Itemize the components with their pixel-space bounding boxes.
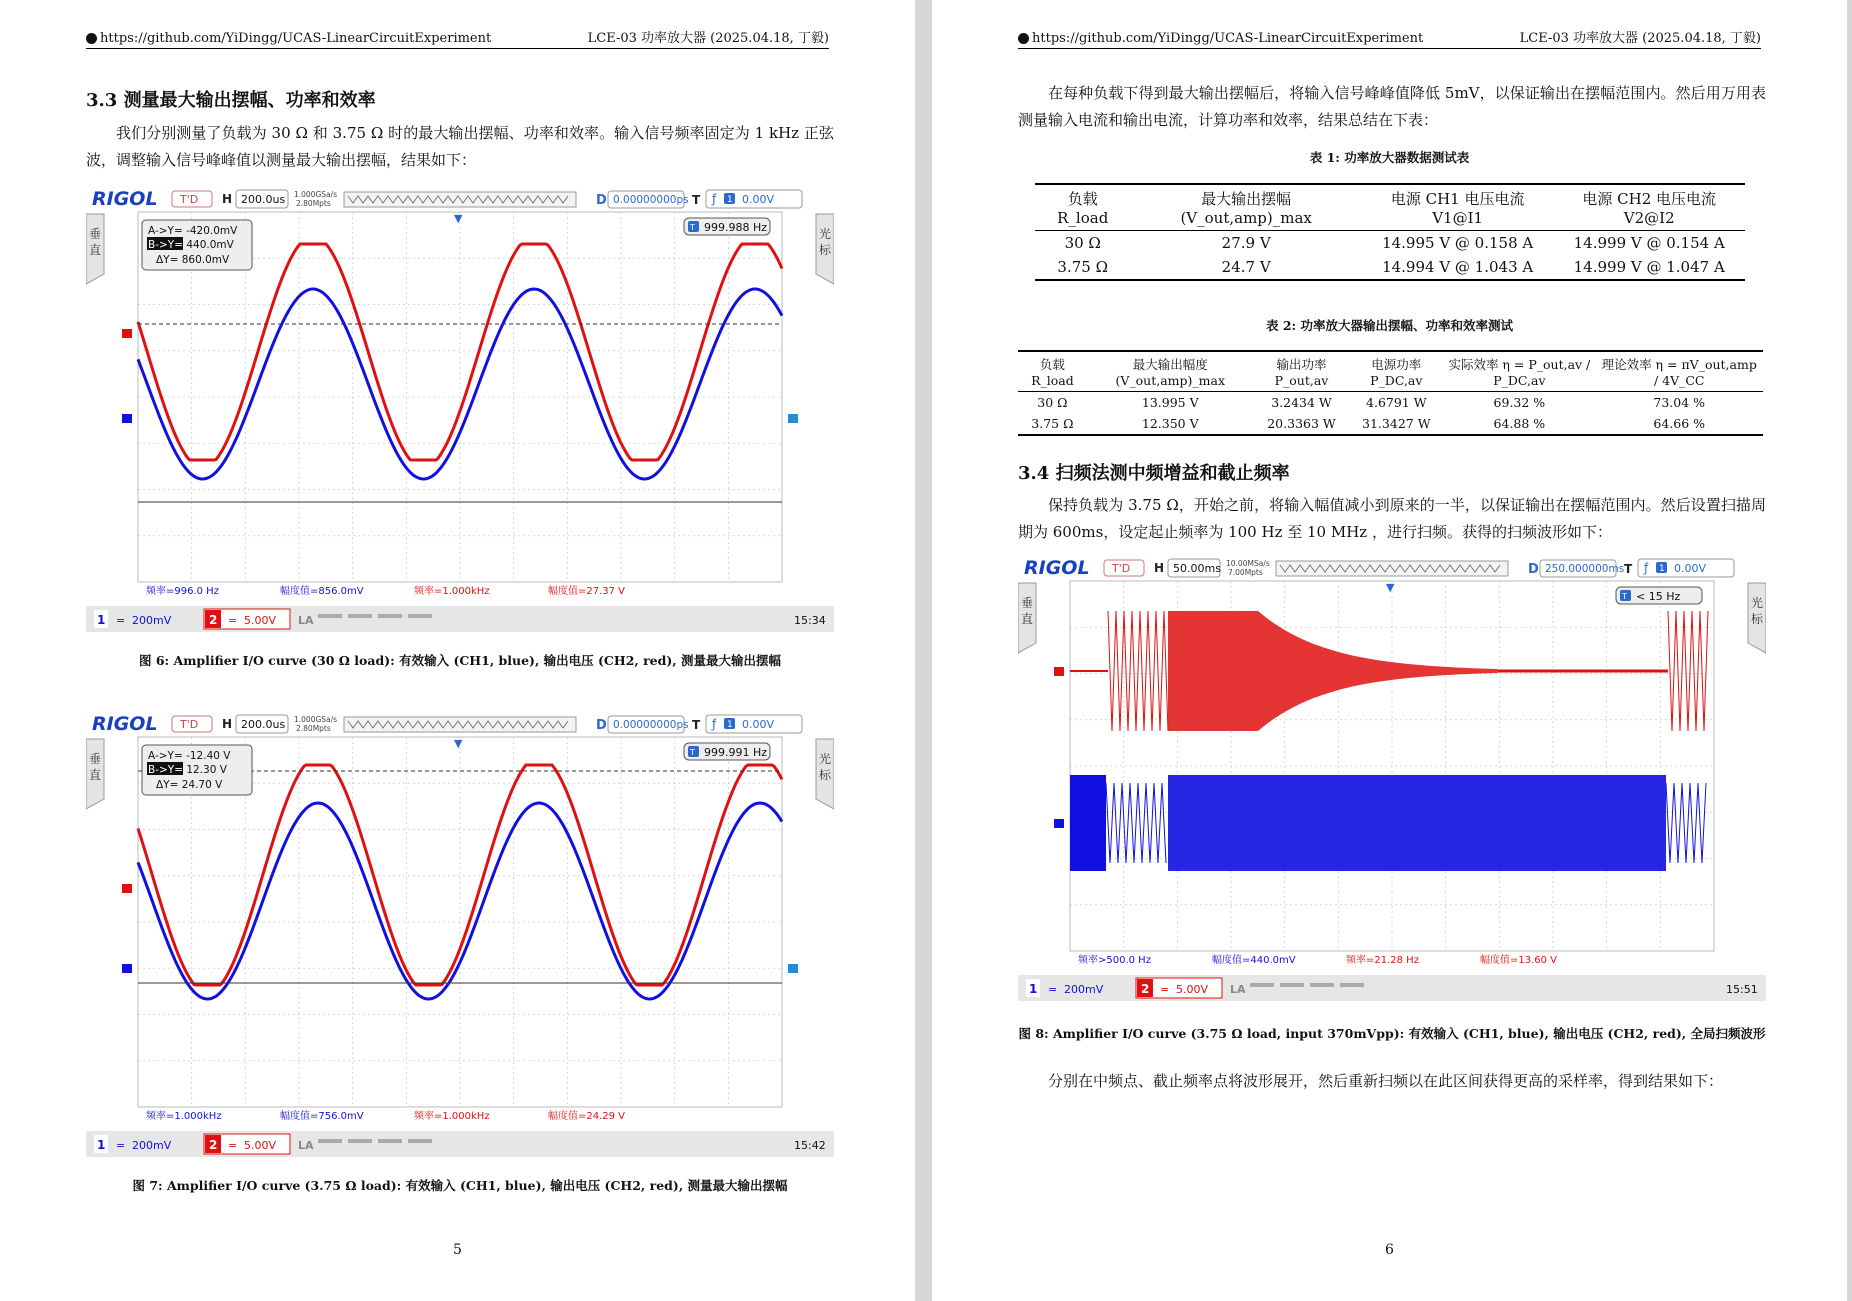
doc-title: LCE-03 功率放大器 (2025.04.18, 丁毅) — [587, 31, 829, 46]
page-header — [86, 26, 829, 49]
measurement-ch1-freq: 频率=1.000kHz — [146, 1111, 222, 1122]
memory-depth: 2.80Mpts — [296, 199, 331, 208]
ch1-input-band-left — [1070, 775, 1106, 871]
table-cell: 20.3363 W — [1254, 413, 1350, 435]
svg-text:A->Y= -420.0mV: A->Y= -420.0mV — [148, 225, 238, 237]
figure-8-scope — [1018, 553, 1766, 1005]
svg-text:T: T — [690, 223, 695, 232]
svg-text:2: 2 — [209, 1138, 218, 1152]
table-header-cell: 负载 R_load — [1035, 184, 1130, 231]
svg-text:A->Y= -12.40 V: A->Y= -12.40 V — [148, 750, 231, 762]
table-row — [1035, 255, 1745, 280]
page-left — [0, 0, 915, 1301]
ch2-scale[interactable]: 5.00V — [244, 1139, 277, 1152]
table-cell: 30 Ω — [1037, 395, 1068, 410]
table-cell: 30 Ω — [1064, 234, 1101, 252]
table-header-cell: 电源 CH2 电压电流 V2@I2 — [1553, 184, 1745, 231]
logic-analyzer-label[interactable]: LA — [1230, 983, 1246, 996]
svg-text:1: 1 — [1029, 982, 1038, 996]
cursor-tab[interactable]: 光 — [819, 752, 832, 766]
table-cell: 14.999 V @ 0.154 A — [1573, 234, 1725, 252]
figure-6-scope — [86, 184, 834, 636]
table-cell: 64.66 % — [1595, 413, 1763, 435]
trigger-edge-icon: ƒ — [712, 192, 717, 206]
figure-7-caption: 图 7: Amplifier I/O curve (3.75 Ω load): 有效输入 (CH1, blue), 输出电压 (CH2, red), 测量最大输出摆幅 — [132, 1178, 788, 1193]
trigger-mode[interactable]: T'D — [180, 718, 199, 731]
page-header — [1018, 26, 1761, 49]
logic-analyzer-label[interactable]: LA — [298, 614, 314, 627]
trigger-level[interactable]: 0.00V — [742, 193, 775, 206]
svg-text:标: 标 — [1751, 612, 1764, 626]
svg-text:直: 直 — [89, 768, 102, 782]
svg-text:=: = — [1160, 983, 1170, 996]
svg-text:< 15 Hz: < 15 Hz — [1636, 590, 1681, 603]
table-header-cell: 最大输出幅度 (V_out,amp)_max — [1087, 351, 1254, 392]
timebase[interactable]: 200.0us — [241, 193, 286, 206]
ch1-input-band — [1168, 775, 1666, 871]
trigger-edge-icon: ƒ — [1644, 561, 1649, 575]
table-2-caption: 表 2: 功率放大器输出摆幅、功率和效率测试 — [1265, 318, 1514, 333]
table-cell: 3.75 Ω — [1018, 413, 1087, 435]
table-header-cell: 电源功率 P_DC,av — [1349, 351, 1443, 392]
svg-text:1: 1 — [97, 1138, 106, 1152]
table-cell: 3.2434 W — [1271, 395, 1332, 410]
table-cell: 64.88 % — [1443, 413, 1595, 435]
svg-text:=: = — [228, 614, 238, 627]
measurement-ch2-freq: 频率=1.000kHz — [414, 1111, 490, 1122]
table-cell: 13.995 V — [1141, 395, 1199, 410]
github-icon — [1018, 33, 1029, 44]
sample-rate: 1.000GSa/s — [294, 190, 338, 199]
svg-text:标: 标 — [819, 243, 832, 257]
table-row — [1018, 392, 1763, 414]
table-header-cell: 输出功率 P_out,av — [1254, 351, 1350, 392]
clock: 15:51 — [1726, 983, 1758, 996]
measurement-ch1-amp: 幅度值=440.0mV — [1212, 955, 1296, 966]
ch2-scale[interactable]: 5.00V — [1176, 983, 1209, 996]
svg-text:H: H — [222, 192, 233, 206]
table-header-cell: 电源 CH1 电压电流 V1@I1 — [1362, 184, 1554, 231]
vertical-tab[interactable]: 垂 — [89, 752, 102, 766]
oscilloscope-screen — [1018, 553, 1766, 1005]
intro-paragraph: 我们分别测量了负载为 30 Ω 和 3.75 Ω 时的最大输出摆幅、功率和效率。输入信号频率固定为 1 kHz 正弦波，调整输入信号峰峰值以测量最大输出摆幅，结果如下： — [86, 124, 834, 169]
vertical-tab[interactable]: 垂 — [1021, 596, 1034, 610]
table-cell: 14.995 V @ 0.158 A — [1382, 234, 1534, 252]
measurement-ch2-freq: 频率=1.000kHz — [414, 586, 490, 597]
table-cell: 31.3427 W — [1349, 413, 1443, 435]
svg-text:1: 1 — [727, 195, 733, 205]
vertical-tab[interactable]: 垂 — [89, 227, 102, 241]
svg-text:ΔY= 860.0mV: ΔY= 860.0mV — [156, 254, 230, 266]
svg-text:T: T — [690, 748, 695, 757]
oscilloscope-screen — [86, 184, 834, 636]
figure-6-caption: 图 6: Amplifier I/O curve (30 Ω load): 有效输入 (CH1, blue), 输出电压 (CH2, red), 测量最大输出摆幅 — [138, 653, 781, 668]
measurement-ch2-freq: 频率=21.28 Hz — [1346, 955, 1419, 966]
svg-text:T: T — [692, 193, 701, 207]
svg-text:标: 标 — [819, 768, 832, 782]
figure-7-scope — [86, 709, 834, 1161]
svg-text:=: = — [116, 614, 126, 627]
table-cell: 12.350 V — [1087, 413, 1254, 435]
measurement-ch1-freq: 频率>500.0 Hz — [1078, 955, 1151, 966]
doc-title: LCE-03 功率放大器 (2025.04.18, 丁毅) — [1519, 31, 1761, 46]
trigger-position-marker: ▼ — [454, 212, 463, 225]
svg-text:D: D — [596, 193, 607, 208]
delay-readout[interactable]: 250.000000ms — [1545, 563, 1625, 575]
table-cell: 73.04 % — [1653, 395, 1706, 410]
results-paragraph: 在每种负载下得到最大输出摆幅后，将输入信号峰峰值降低 5mV，以保证输出在摆幅范围内。然后用万用表测量输入电流和输出电流，计算功率和效率，结果总结在下表： — [1018, 84, 1766, 129]
table-row — [1035, 231, 1745, 256]
trigger-mode[interactable]: T'D — [1112, 562, 1131, 575]
svg-text:T: T — [692, 718, 701, 732]
ch1-scale[interactable]: 200mV — [132, 614, 172, 627]
sample-rate: 1.000GSa/s — [294, 715, 338, 724]
svg-text:999.988 Hz: 999.988 Hz — [704, 221, 768, 234]
ch1-scale[interactable]: 200mV — [132, 1139, 172, 1152]
table-header-cell: 理论效率 η = πV_out,amp / 4V_CC — [1595, 351, 1763, 392]
svg-text:B->Y= 12.30 V: B->Y= 12.30 V — [148, 764, 227, 776]
clock: 15:42 — [794, 1139, 826, 1152]
cursor-tab[interactable]: 光 — [819, 227, 832, 241]
memory-depth: 2.80Mpts — [296, 724, 331, 733]
memory-depth: 7.00Mpts — [1228, 568, 1263, 577]
svg-text:H: H — [1154, 561, 1165, 575]
table-1 — [1035, 183, 1745, 281]
rigol-logo: RIGOL — [92, 188, 158, 210]
table-cell: 3.75 Ω — [1035, 255, 1130, 280]
ch2-scale[interactable]: 5.00V — [244, 614, 277, 627]
table-header-cell: 实际效率 η = P_out,av / P_DC,av — [1443, 351, 1595, 392]
trigger-position-marker: ▼ — [454, 737, 463, 750]
table-cell: 24.7 V — [1130, 255, 1361, 280]
table-cell: 69.32 % — [1493, 395, 1546, 410]
table-header-cell: 最大输出摆幅 (V_out,amp)_max — [1130, 184, 1361, 231]
trigger-position-marker: ▼ — [1386, 581, 1395, 594]
svg-text:=: = — [228, 1139, 238, 1152]
delay-readout[interactable]: 0.00000000ps — [613, 719, 689, 731]
measurement-ch2-amp: 幅度值=27.37 V — [548, 586, 626, 597]
table-1-caption: 表 1: 功率放大器数据测试表 — [1309, 150, 1470, 165]
section-3-4-title: 3.4 扫频法测中频增益和截止频率 — [1018, 463, 1290, 484]
measurement-ch1-amp: 幅度值=756.0mV — [280, 1111, 364, 1122]
trigger-edge-icon: ƒ — [712, 717, 717, 731]
measurement-ch1-amp: 幅度值=856.0mV — [280, 586, 364, 597]
svg-text:T: T — [1624, 562, 1633, 576]
table-header-cell: 负载 R_load — [1018, 351, 1087, 392]
section-3-3-title: 3.3 测量最大输出摆幅、功率和效率 — [86, 90, 376, 111]
logic-analyzer-label[interactable]: LA — [298, 1139, 314, 1152]
trigger-mode[interactable]: T'D — [180, 193, 199, 206]
trigger-level[interactable]: 0.00V — [742, 718, 775, 731]
github-icon — [86, 33, 97, 44]
svg-text:999.991 Hz: 999.991 Hz — [704, 746, 768, 759]
svg-text:=: = — [116, 1139, 126, 1152]
measurement-ch2-amp: 幅度值=24.29 V — [548, 1111, 626, 1122]
table-row — [1018, 413, 1763, 435]
svg-text:2: 2 — [209, 613, 218, 627]
delay-readout[interactable]: 0.00000000ps — [613, 194, 689, 206]
table-cell: 27.9 V — [1221, 234, 1271, 252]
clock: 15:34 — [794, 614, 826, 627]
page-number: 5 — [453, 1242, 462, 1258]
expand-paragraph: 分别在中频点、截止频率点将波形展开，然后重新扫频以在此区间获得更高的采样率，得到结果如下： — [1048, 1072, 1724, 1090]
table-2 — [1018, 350, 1763, 436]
measurement-ch1-freq: 频率=996.0 Hz — [146, 586, 219, 597]
repo-url[interactable]: https://github.com/YiDingg/UCAS-LinearCircuitExperiment — [1032, 31, 1424, 46]
oscilloscope-screen — [86, 709, 834, 1161]
table-cell: 14.994 V @ 1.043 A — [1362, 255, 1554, 280]
sweep-paragraph: 保持负载为 3.75 Ω，开始之前，将输入幅值减小到原来的一半，以保证输出在摆幅范围内。然后设置扫描周期为 600ms，设定起止频率为 100 Hz 至 10 MHz ，进行扫频。获得的扫频波形如下： — [1018, 496, 1766, 541]
timebase[interactable]: 200.0us — [241, 718, 286, 731]
sample-rate: 10.00MSa/s — [1226, 559, 1270, 568]
table-cell: 14.999 V @ 1.047 A — [1553, 255, 1745, 280]
svg-text:B->Y= 440.0mV: B->Y= 440.0mV — [148, 239, 234, 251]
figure-8-caption: 图 8: Amplifier I/O curve (3.75 Ω load, input 370mVpp): 有效输入 (CH1, blue), 输出电压 (CH2, red), 全局扫频波形 — [1018, 1026, 1766, 1041]
svg-text:1: 1 — [97, 613, 106, 627]
measurement-ch2-amp: 幅度值=13.60 V — [1480, 955, 1558, 966]
svg-text:直: 直 — [1021, 612, 1034, 626]
svg-text:1: 1 — [1659, 564, 1665, 574]
svg-text:T: T — [1622, 592, 1627, 601]
cursor-tab[interactable]: 光 — [1751, 596, 1764, 610]
svg-text:=: = — [1048, 983, 1058, 996]
table-cell: 4.6791 W — [1366, 395, 1427, 410]
svg-text:直: 直 — [89, 243, 102, 257]
rigol-logo: RIGOL — [1024, 557, 1090, 579]
ch1-scale[interactable]: 200mV — [1064, 983, 1104, 996]
page-number: 6 — [1385, 1242, 1394, 1258]
svg-text:D: D — [596, 718, 607, 733]
timebase[interactable]: 50.00ms — [1173, 562, 1221, 575]
repo-url[interactable]: https://github.com/YiDingg/UCAS-LinearCircuitExperiment — [100, 31, 492, 46]
svg-text:1: 1 — [727, 720, 733, 730]
svg-text:H: H — [222, 717, 233, 731]
svg-text:2: 2 — [1141, 982, 1150, 996]
svg-text:ΔY= 24.70 V: ΔY= 24.70 V — [156, 779, 223, 791]
rigol-logo: RIGOL — [92, 713, 158, 735]
trigger-level[interactable]: 0.00V — [1674, 562, 1707, 575]
svg-text:D: D — [1528, 562, 1539, 577]
